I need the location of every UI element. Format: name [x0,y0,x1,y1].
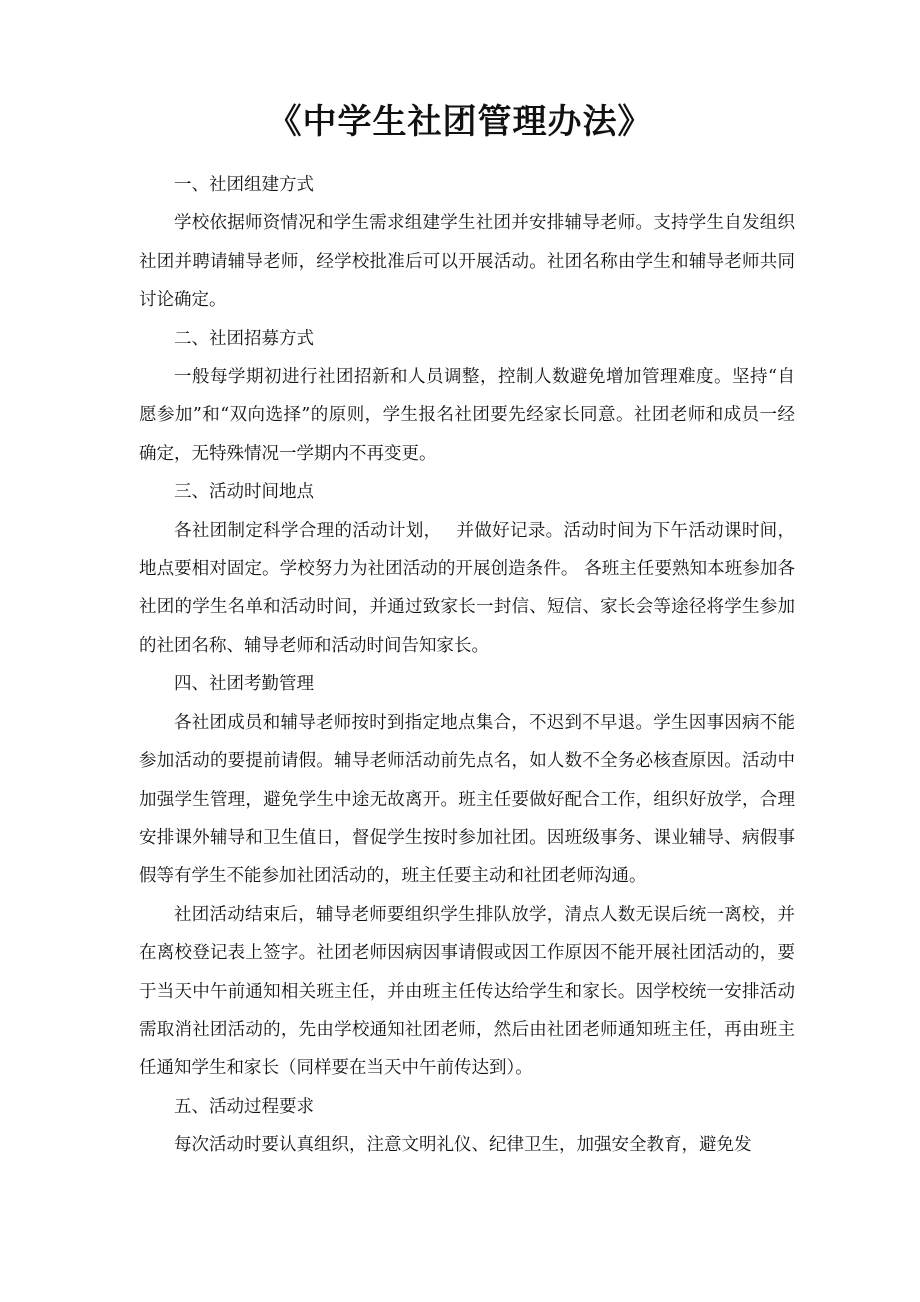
section-heading: 五、活动过程要求 [174,1096,314,1117]
section-heading: 三、活动时间地点 [174,482,314,503]
section-heading: 一、社团组建方式 [174,175,314,195]
section-paragraph: 各社团制定科学合理的活动计划， 并做好记录。活动时间为下午活动课时间，地点要相对固定。学校努力为社团活动的开展创造条件。 各班主任要熟知本班参加各社团的学生名单和活动时间，并通过致家长一封信、短信、家长会等途径将学生参加的社团名称、辅导老师和活动时间告知家长。 [139,520,795,656]
section-paragraph: 社团活动结束后，辅导老师要组织学生排队放学，清点人数无误后统一离校，并在离校登记表上签字。社团老师因病因事请假或因工作原因不能开展社团活动的，要于当天中午前通知相关班主任，并由班主任传达给学生和家长。因学校统一安排活动需取消社团活动的，先由学校通知社团老师，然后由社团老师通知班主任，再由班主任通知学生和家长（同样要在当天中午前传达到）。 [139,904,795,1079]
section-paragraph: 每次活动时要认真组织，注意文明礼仪、纪律卫生，加强安全教育，避免发 [174,1135,752,1156]
section-paragraph: 各社团成员和辅导老师按时到指定地点集合，不迟到不早退。学生因事因病不能参加活动的要提前请假。辅导老师活动前先点名，如人数不全务必核查原因。活动中加强学生管理，避免学生中途无故离开。班主任要做好配合工作，组织好放学，合理安排课外辅导和卫生值日，督促学生按时参加社团。因班级事务、课业辅导、病假事假等有学生不能参加社团活动的，班主任要主动和社团老师沟通。 [139,712,795,887]
section-paragraph: 学校依据师资情况和学生需求组建学生社团并安排辅导老师。支持学生自发组织社团并聘请辅导老师，经学校批准后可以开展活动。社团名称由学生和辅导老师共同讨论确定。 [139,213,795,311]
document-title: 《中学生社团管理办法》 [267,102,653,142]
section-heading: 二、社团招募方式 [174,328,314,349]
document-body [139,166,795,1165]
section-paragraph: 一般每学期初进行社团招新和人员调整，控制人数避免增加管理难度。坚持“自愿参加”和“双向选择”的原则，学生报名社团要先经家长同意。社团老师和成员一经确定，无特殊情况一学期内不再变更。 [139,367,795,464]
section-heading: 四、社团考勤管理 [174,674,314,695]
